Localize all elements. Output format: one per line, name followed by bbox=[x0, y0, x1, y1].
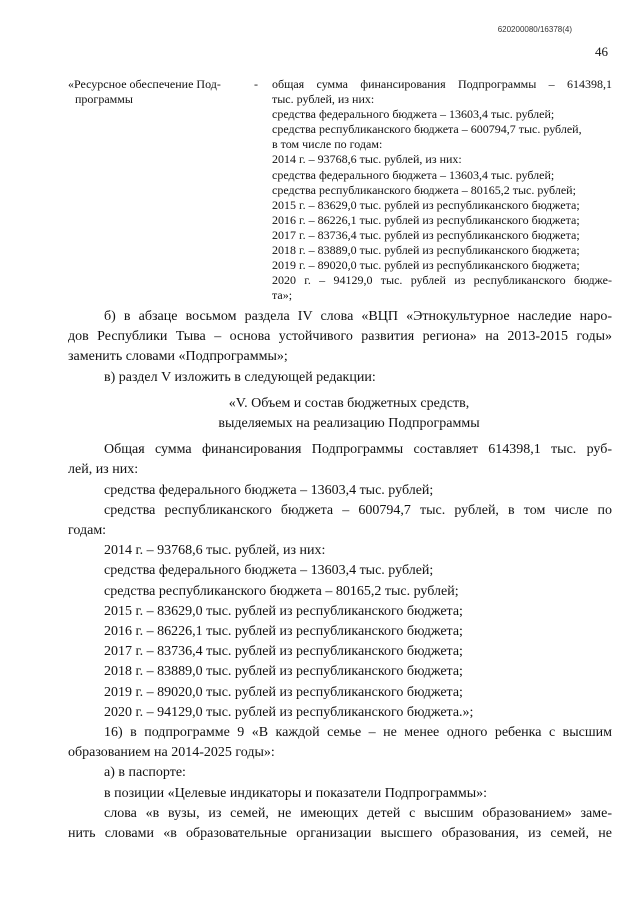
item-16-line: образованием на 2014-2025 годы»: bbox=[68, 745, 275, 761]
federal-funds-line: средства федерального бюджета – 13603,4 тыс. рублей; bbox=[104, 482, 434, 498]
year-line: средства республиканского бюджета – 80165,2 тыс. рублей; bbox=[104, 583, 459, 599]
document-id: 620200080/16378(4) bbox=[497, 25, 572, 34]
passport-value-line: средства федерального бюджета – 13603,4 тыс. рублей; bbox=[272, 107, 555, 122]
total-funding-line: Общая сумма финансирования Подпрограммы составляет 614398,1 тыс. руб- bbox=[104, 442, 612, 458]
year-line: 2014 г. – 93768,6 тыс. рублей, из них: bbox=[104, 543, 326, 559]
paragraph-v: в) раздел V изложить в следующей редакции: bbox=[104, 369, 376, 385]
words-replace-line: нить словами «в образовательные организации высшего образования, из семей, не bbox=[68, 826, 612, 842]
paragraph-b-line: дов Республики Тыва – основа устойчивого развития региона» на 2013-2015 годы» bbox=[68, 329, 612, 345]
passport-value-line: средства республиканского бюджета – 600794,7 тыс. рублей, bbox=[272, 122, 582, 137]
passport-value-line: 2014 г. – 93768,6 тыс. рублей, из них: bbox=[272, 152, 462, 167]
passport-value-line: средства республиканского бюджета – 80165,2 тыс. рублей; bbox=[272, 182, 576, 197]
passport-value-line: средства федерального бюджета – 13603,4 тыс. рублей; bbox=[272, 167, 555, 182]
passport-value-line: в том числе по годам: bbox=[272, 137, 383, 152]
year-line: 2016 г. – 86226,1 тыс. рублей из республиканского бюджета; bbox=[104, 624, 463, 640]
passport-value-line: тыс. рублей, из них: bbox=[272, 92, 375, 107]
year-line: 2020 г. – 94129,0 тыс. рублей из республиканского бюджета.»; bbox=[104, 704, 474, 720]
passport-dash: - bbox=[254, 77, 258, 91]
section-title: выделяемых на реализацию Подпрограммы bbox=[218, 416, 480, 432]
passport-value-line: 2018 г. – 83889,0 тыс. рублей из республиканского бюджета; bbox=[272, 243, 580, 258]
passport-value-line: общая сумма финансирования Подпрограммы – 614398,1 bbox=[272, 77, 612, 91]
position-line: в позиции «Целевые индикаторы и показатели Подпрограммы»: bbox=[104, 785, 488, 801]
page-number: 46 bbox=[595, 44, 608, 59]
document-body bbox=[68, 307, 612, 844]
year-line: 2015 г. – 83629,0 тыс. рублей из республиканского бюджета; bbox=[104, 603, 463, 619]
passport-label bbox=[68, 77, 250, 107]
words-replace-line: слова «в вузы, из семей, не имеющих детей с высшим образованием» заме- bbox=[104, 805, 612, 821]
year-line: 2017 г. – 83736,4 тыс. рублей из республиканского бюджета; bbox=[104, 644, 463, 660]
year-line: 2019 г. – 89020,0 тыс. рублей из республиканского бюджета; bbox=[104, 684, 463, 700]
passport-value bbox=[272, 77, 612, 303]
passport-value-line: 2016 г. – 86226,1 тыс. рублей из республиканского бюджета; bbox=[272, 212, 580, 227]
republic-funds-line: годам: bbox=[68, 523, 107, 539]
paragraph-b-line: б) в абзаце восьмом раздела IV слова «ВЦП «Этнокультурное наследие наро- bbox=[104, 309, 612, 324]
passport-value-line: 2017 г. – 83736,4 тыс. рублей из республиканского бюджета; bbox=[272, 227, 580, 242]
year-line: 2018 г. – 83889,0 тыс. рублей из республиканского бюджета; bbox=[104, 664, 463, 680]
item-a-line: а) в паспорте: bbox=[104, 765, 186, 781]
year-line: средства федерального бюджета – 13603,4 тыс. рублей; bbox=[104, 563, 434, 579]
passport-label-line: программы bbox=[75, 92, 133, 106]
paragraph-b-line: заменить словами «Подпрограммы»; bbox=[68, 349, 288, 365]
item-16-line: 16) в подпрограмме 9 «В каждой семье – не менее одного ребенка с высшим bbox=[104, 725, 612, 741]
passport-value-line: 2019 г. – 89020,0 тыс. рублей из республиканского бюджета; bbox=[272, 258, 580, 273]
total-funding-line: лей, из них: bbox=[68, 462, 139, 478]
republic-funds-line: средства республиканского бюджета – 600794,7 тыс. рублей, в том числе по bbox=[104, 502, 612, 518]
passport-value-line: 2015 г. – 83629,0 тыс. рублей из республиканского бюджета; bbox=[272, 197, 580, 212]
passport-value-line: 2020 г. – 94129,0 тыс. рублей из республиканского бюдже- bbox=[272, 273, 612, 288]
section-title: «V. Объем и состав бюджетных средств, bbox=[228, 395, 470, 411]
passport-value-line: та»; bbox=[272, 288, 293, 303]
passport-label-line: «Ресурсное обеспечение Под- bbox=[68, 77, 221, 91]
